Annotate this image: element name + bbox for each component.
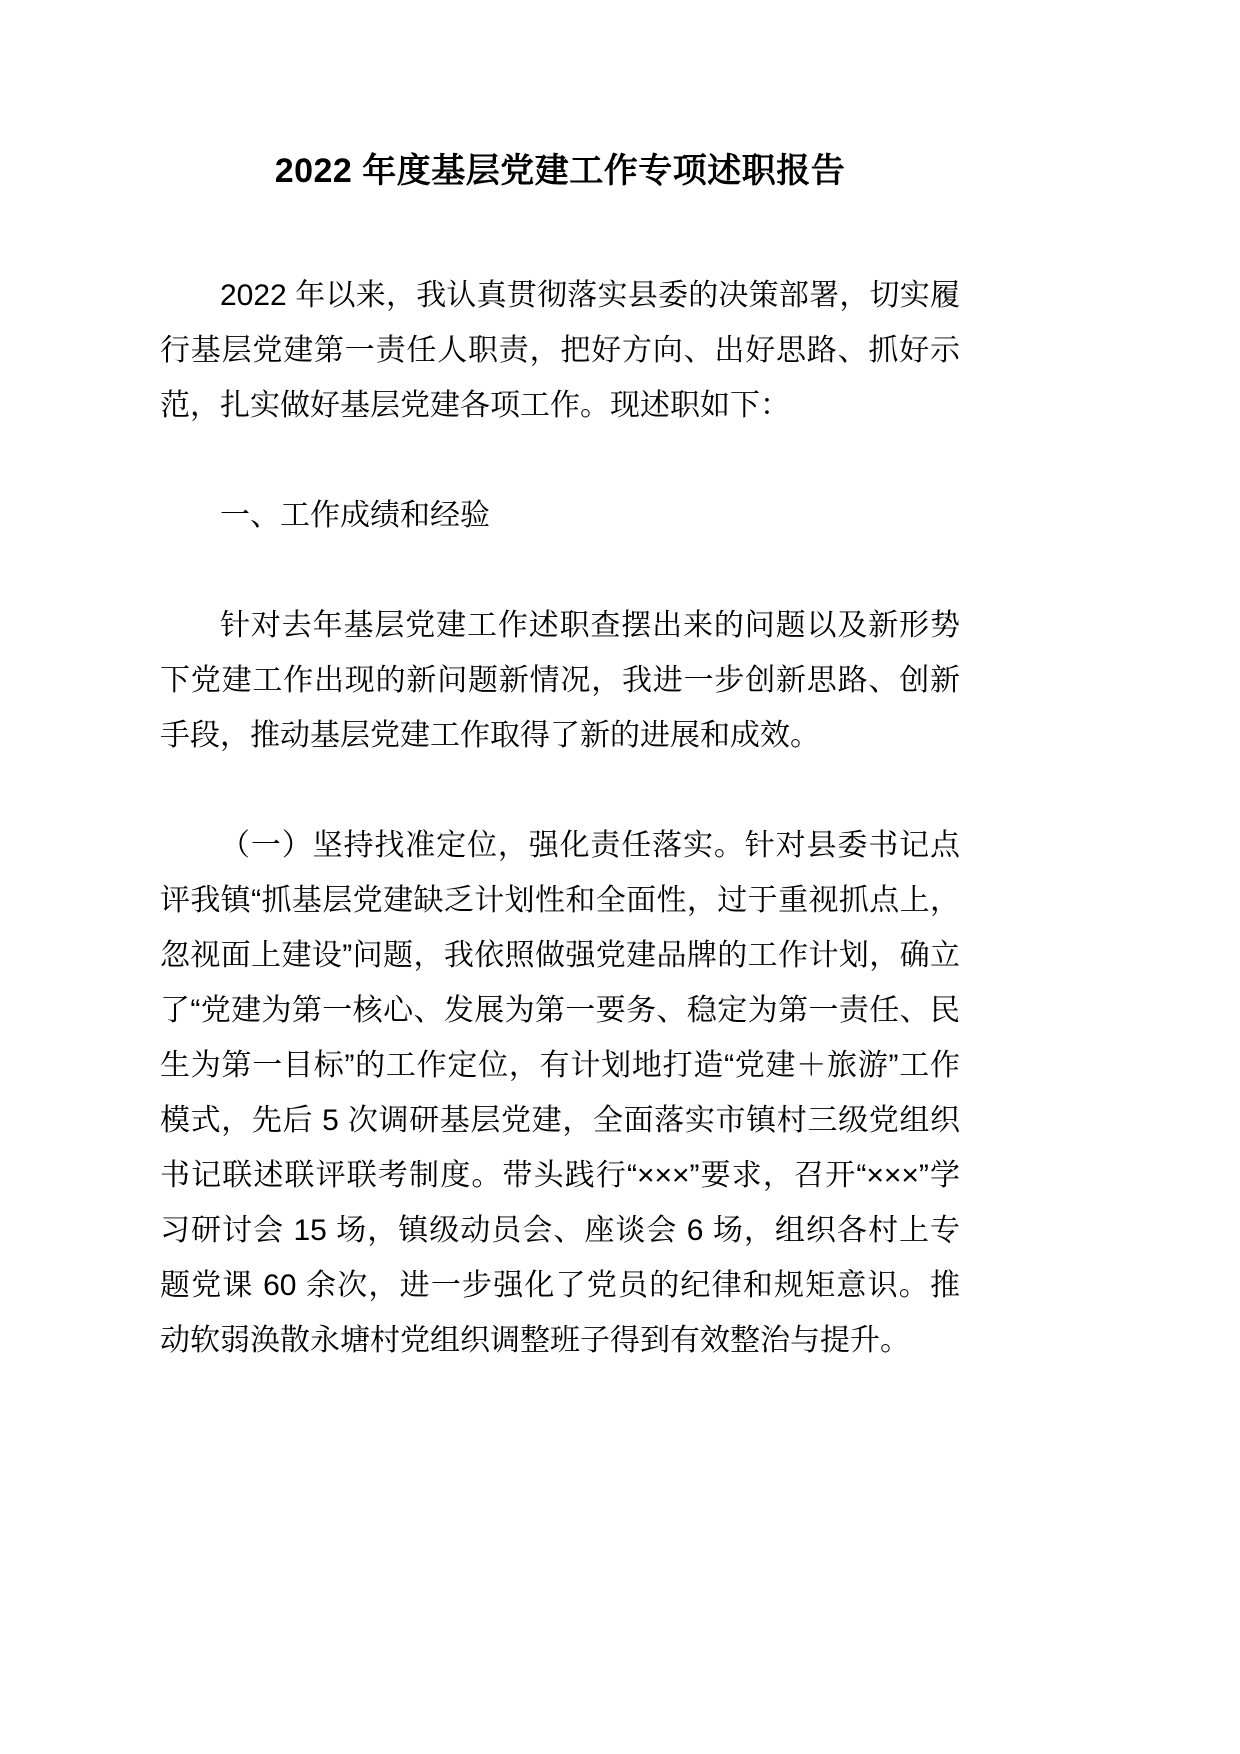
intro-paragraph: 2022 年以来，我认真贯彻落实县委的决策部署，切实履行基层党建第一责任人职责，把好方向、出好思路、抓好示范，扎实做好基层党建各项工作。现述职如下： <box>160 278 960 422</box>
section-one-subsection-one-paragraph: （一）坚持找准定位，强化责任落实。针对县委书记点评我镇“抓基层党建缺乏计划性和全面性，过于重视抓点上，忽视面上建设”问题，我依照做强党建品牌的工作计划，确立了“党建为第一核心、发展为第一要务、稳定为第一责任、民生为第一目标”的工作定位，有计划地打造“党建＋旅游”工作模式，先后 5 次调研基层党建，全面落实市镇村三级党组织书记联述联评联考制度。带头践行“×××”要求，召开“×××”学习研讨会 15 场，镇级动员会、座谈会 6 场，组织各村上专题党课 60 余次，进一步强化了党员的纪律和规矩意识。推动软弱涣散永塘村党组织调整班子得到有效整治与提升。 <box>160 828 960 1357</box>
section-heading-one: 一、工作成绩和经验 <box>220 498 490 532</box>
document-title: 2022 年度基层党建工作专项述职报告 <box>274 152 846 190</box>
section-one-intro-paragraph: 针对去年基层党建工作述职查摆出来的问题以及新形势下党建工作出现的新问题新情况，我进一步创新思路、创新手段，推动基层党建工作取得了新的进展和成效。 <box>160 608 960 752</box>
document-content <box>160 0 960 1368</box>
